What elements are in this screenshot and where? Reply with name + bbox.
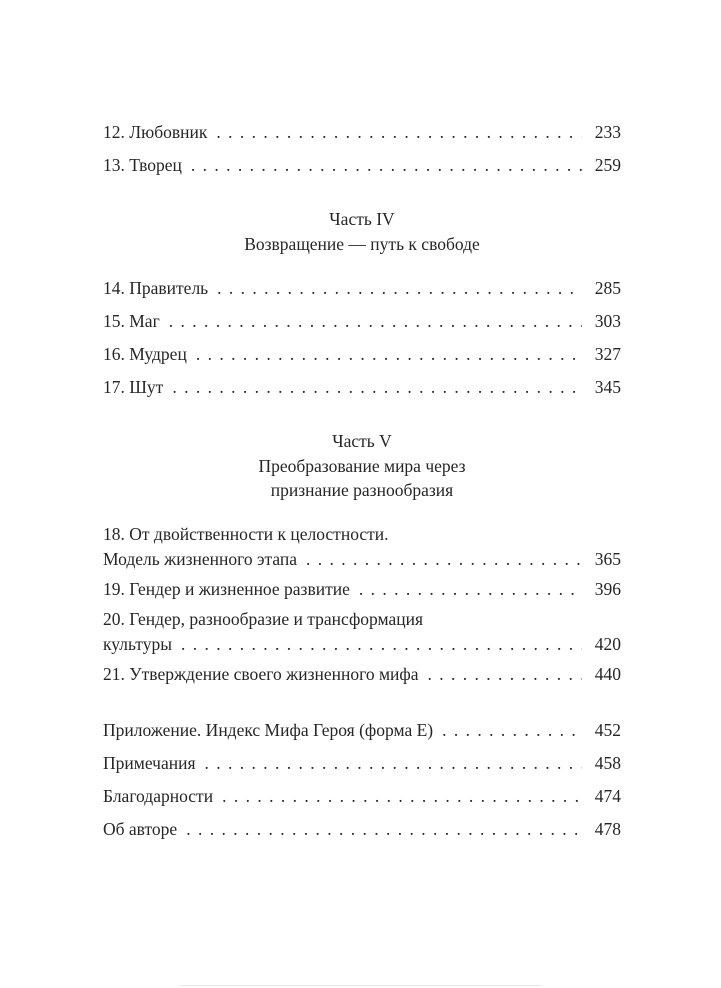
toc-entry-label: Приложение. Индекс Мифа Героя (форма Е)	[103, 720, 434, 740]
part-subtitle: Возвращение — путь к свободе	[244, 234, 480, 254]
toc-entry-page: 440	[594, 664, 621, 684]
toc-entry	[103, 375, 621, 399]
toc-entry-label: 20. Гендер, разнообразие и трансформация	[103, 609, 424, 629]
toc-entry	[103, 784, 621, 808]
toc-entry-label: 16. Мудрец	[103, 344, 187, 364]
dot-leader	[205, 751, 582, 775]
page-edge-shadow	[180, 985, 541, 986]
part-title: Часть IV	[329, 209, 395, 229]
part-subtitle-line2: признание разнообразия	[270, 480, 454, 500]
toc-entry	[103, 632, 621, 656]
part-subtitle-line1: Преобразование мира через	[258, 456, 466, 476]
toc-entry-page: 365	[594, 549, 621, 569]
toc-entry	[103, 751, 621, 775]
dot-leader	[217, 276, 582, 300]
toc-entry-page: 233	[594, 122, 621, 142]
toc-entry-page: 345	[594, 377, 621, 397]
dot-leader	[196, 342, 582, 366]
toc-entry-page: 474	[594, 786, 621, 806]
dot-leader	[186, 817, 582, 841]
toc-entry	[103, 309, 621, 333]
part-heading-5	[103, 429, 621, 502]
part-heading-4	[103, 207, 621, 256]
toc-entry	[103, 120, 621, 144]
toc-entry-label: Благодарности	[103, 786, 214, 806]
dot-leader	[428, 662, 582, 686]
toc-entry-page: 478	[594, 819, 621, 839]
toc-entry-line1	[103, 607, 621, 631]
toc-entry-page: 327	[594, 344, 621, 364]
toc-entry-line1	[103, 522, 621, 546]
toc-entry	[103, 662, 621, 686]
dot-leader	[172, 375, 582, 399]
toc-entry-label: 18. От двойственности к целостности.	[103, 524, 389, 544]
toc-entry	[103, 817, 621, 841]
dot-leader	[359, 577, 582, 601]
dot-leader	[181, 632, 582, 656]
dot-leader	[216, 120, 582, 144]
toc-entry-page: 458	[594, 753, 621, 773]
toc-entry-label: 13. Творец	[103, 155, 182, 175]
toc-section-part4	[103, 207, 621, 399]
toc-entry-page: 420	[594, 634, 621, 654]
toc-entry-page: 259	[594, 155, 621, 175]
toc-entry-label: 17. Шут	[103, 377, 164, 397]
dot-leader	[222, 784, 582, 808]
part-title: Часть V	[332, 431, 392, 451]
toc-entry	[103, 547, 621, 571]
toc-entry	[103, 276, 621, 300]
toc-entry-label: 15. Маг	[103, 311, 160, 331]
toc-entry-page: 396	[594, 579, 621, 599]
toc-entry-page: 303	[594, 311, 621, 331]
toc-entry	[103, 153, 621, 177]
toc-entry-page: 285	[594, 278, 621, 298]
toc-entry-page: 452	[594, 720, 621, 740]
toc-entry-label: 14. Правитель	[103, 278, 209, 298]
toc-entry-label: 19. Гендер и жизненное развитие	[103, 579, 350, 599]
dot-leader	[306, 547, 582, 571]
toc-entry-label: Примечания	[103, 753, 196, 773]
toc-section-backmatter	[103, 718, 621, 841]
toc-entry-label: 12. Любовник	[103, 122, 208, 142]
toc-entry-label: Об авторе	[103, 819, 178, 839]
toc-entry-label: культуры	[103, 634, 172, 654]
toc-entry	[103, 577, 621, 601]
dot-leader	[169, 309, 582, 333]
toc-entry	[103, 718, 621, 742]
toc-entry-label: 21. Утверждение своего жизненного мифа	[103, 664, 419, 684]
dot-leader	[191, 153, 582, 177]
dot-leader	[442, 718, 582, 742]
toc-entry	[103, 342, 621, 366]
toc-section-part3-tail	[103, 120, 621, 177]
toc-section-part5	[103, 429, 621, 686]
toc-entry-label: Модель жизненного этапа	[103, 549, 298, 569]
